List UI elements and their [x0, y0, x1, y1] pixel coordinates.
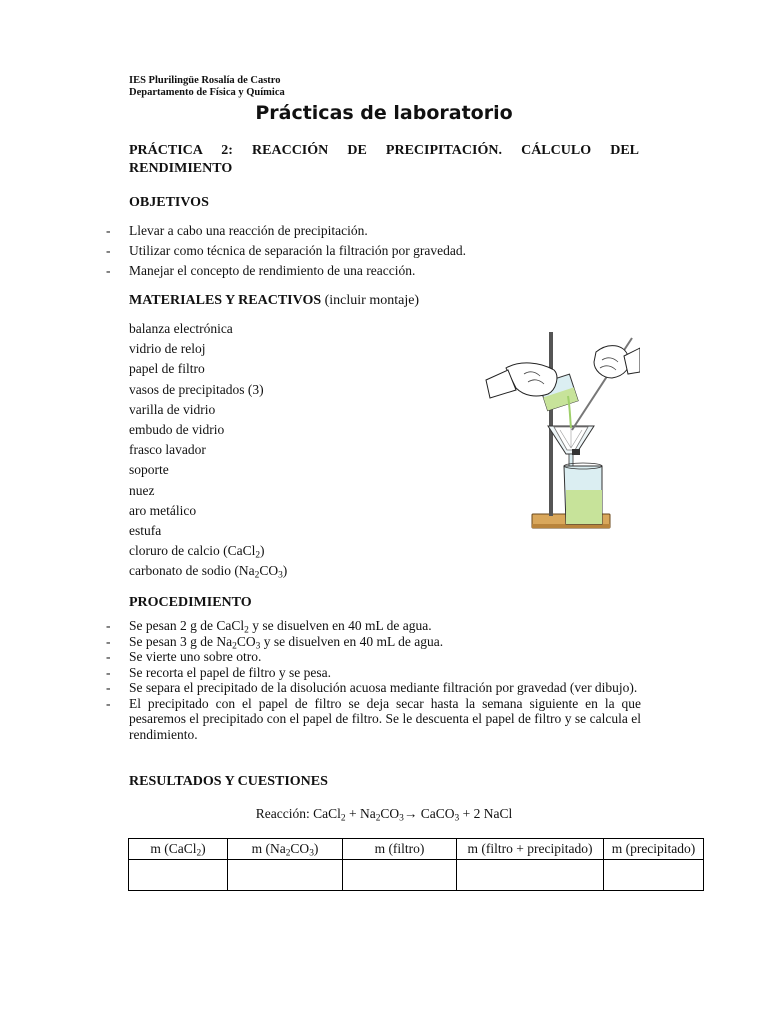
table-header-row	[129, 839, 704, 860]
list-item: vasos de precipitados (3)	[129, 381, 264, 397]
department-name: Departamento de Física y Química	[129, 87, 285, 98]
materiales-heading-text: MATERIALES Y REACTIVOS	[129, 293, 322, 308]
table-row	[129, 860, 704, 891]
list-item: balanza electrónica	[129, 321, 233, 336]
materiales-list	[129, 319, 287, 582]
col-header-m-precipitado: m (precipitado)	[604, 839, 704, 860]
results-table	[128, 838, 704, 891]
table-cell[interactable]	[129, 860, 228, 891]
list-item: - Se recorta el papel de filtro y se pesa.	[106, 665, 641, 681]
reaction-equation: Reacción: CaCl$_2$ + $Na_2CO_3\to$ CaCO$_3$ + 2 NaCl	[255, 806, 513, 824]
list-item: carbonato de sodio $(Na_2CO_3)$	[129, 563, 288, 581]
list-item: frasco lavador	[129, 442, 206, 458]
filtration-setup-illustration	[484, 318, 640, 544]
col-header-m-na2co3: m $(Na_2CO_3)$	[228, 839, 343, 860]
table-cell[interactable]	[457, 860, 604, 891]
list-item: vidrio de reloj	[129, 341, 206, 357]
list-item: soporte	[129, 462, 169, 478]
materiales-heading	[129, 293, 419, 309]
col-header-m-filtro-precipitado: m (filtro + precipitado)	[457, 839, 604, 860]
list-item: - Se vierte uno sobre otro.	[106, 649, 641, 665]
objetivos-list	[106, 221, 641, 281]
list-item: - Se pesan 2 g de CaCl$_2$ y se disuelven en 40 mL de agua.	[106, 618, 641, 634]
list-item: aro metálico	[129, 502, 197, 518]
school-name: IES Plurilingüe Rosalía de Castro	[129, 75, 281, 86]
col-header-m-cacl2: m (CaCl$_2$)	[129, 839, 228, 860]
list-item: - Llevar a cabo una reacción de precipitación.	[106, 221, 641, 241]
list-item: - Se pesan 3 g de $Na_2CO_3$ y se disuelven en 40 mL de agua.	[106, 634, 641, 650]
list-item: varilla de vidrio	[129, 401, 216, 417]
list-item: - Utilizar como técnica de separación la filtración por gravedad.	[106, 241, 641, 261]
list-item: nuez	[129, 482, 155, 498]
table-cell[interactable]	[604, 860, 704, 891]
materiales-note: (incluir montaje)	[324, 293, 420, 308]
table-cell[interactable]	[228, 860, 343, 891]
practica-title: PRÁCTICA 2: REACCIÓN DE PRECIPITACIÓN. CÁLCULO DEL RENDIMIENTO	[129, 143, 639, 176]
list-item: cloruro de calcio (CaCl$_2$)	[129, 543, 265, 561]
list-item: papel de filtro	[129, 361, 205, 377]
institution-header	[129, 75, 285, 99]
objetivos-heading: OBJETIVOS	[129, 195, 209, 210]
procedimiento-list	[106, 618, 641, 742]
list-item: estufa	[129, 523, 162, 539]
list-item: - El precipitado con el papel de filtro se deja secar hasta la semana siguiente en la que pesaremos el precipitado con el papel de filtro. Se le descuenta el papel de filtro y se calcula el rendimiento.	[106, 696, 641, 743]
resultados-heading: RESULTADOS Y CUESTIONES	[129, 774, 328, 789]
list-item: - Se separa el precipitado de la disolución acuosa mediante filtración por gravedad (ver dibujo).	[106, 680, 641, 696]
list-item: - Manejar el concepto de rendimiento de una reacción.	[106, 261, 641, 281]
arrow-icon: →	[403, 806, 418, 821]
procedimiento-heading: PROCEDIMIENTO	[129, 595, 252, 610]
list-item: embudo de vidrio	[129, 422, 225, 438]
page-title: Prácticas de laboratorio	[255, 102, 513, 124]
col-header-m-filtro: m (filtro)	[343, 839, 457, 860]
table-cell[interactable]	[343, 860, 457, 891]
